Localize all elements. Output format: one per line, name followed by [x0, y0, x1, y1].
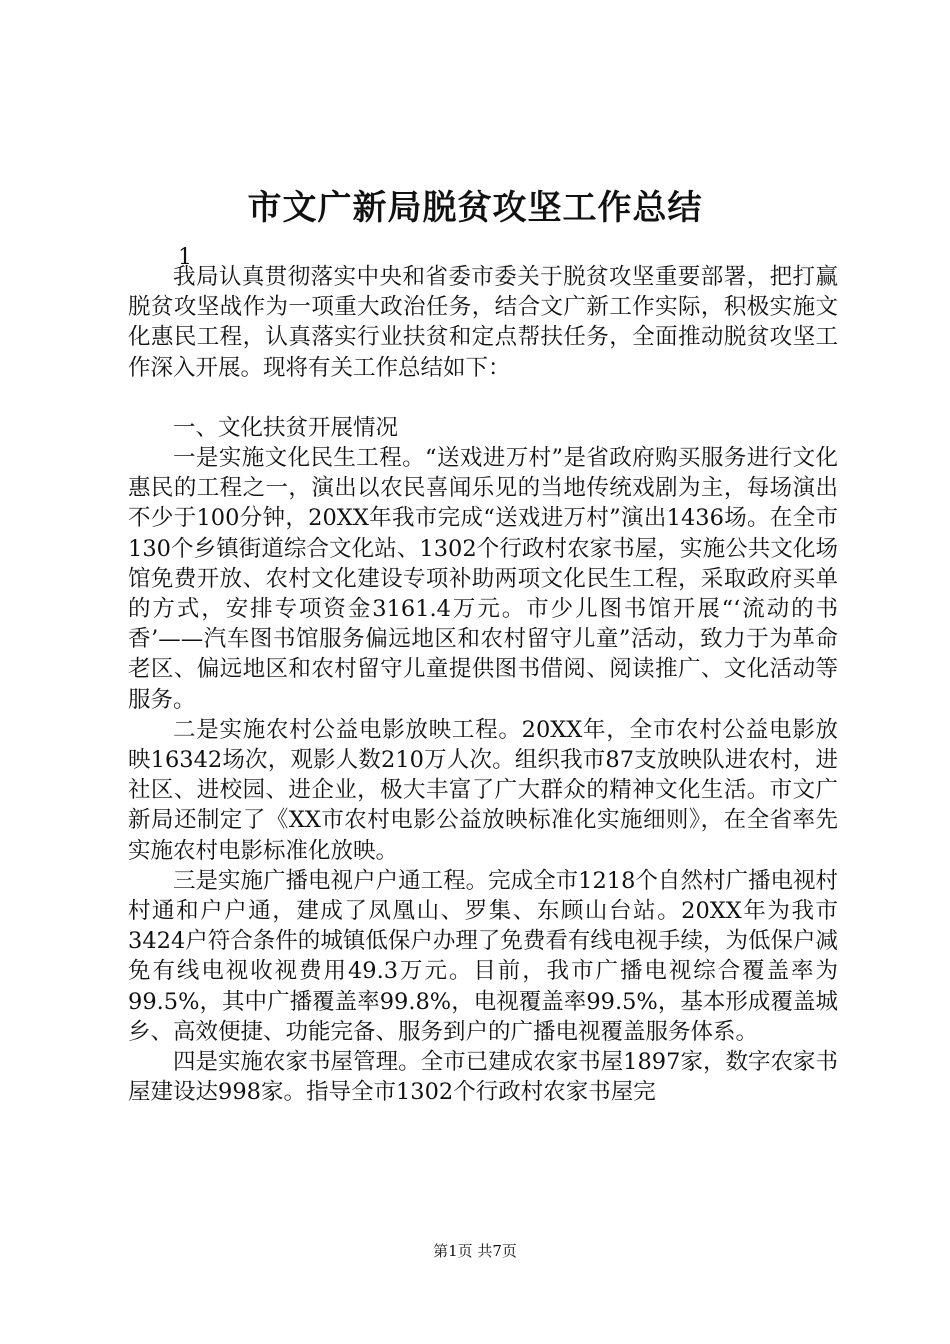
section-heading: 一、文化扶贫开展情况: [173, 414, 399, 441]
paragraph-culture-livelihood: 一是实施文化民生工程。“送戏进万村”是省政府购买服务进行文化惠民的工程之一，演出以农民喜闻乐见的当地传统戏剧为主，每场演出不少于100分钟，20XX年我市完成“送戏进万村”演出1436场。在全市130个乡镇街道综合文化站、1302个行政村农家书屋，实施公共文化场馆免费开放、农村文化建设专项补助两项文化民生工程，采取政府买单的方式，安排专项资金3161.4万元。市少儿图书馆开展“‘流动的书香’——汽车图书馆服务偏远地区和农村留守儿童”活动，致力于为革命老区、偏远地区和农村留守儿童提供图书借阅、阅读推广、文化活动等服务。: [128, 445, 838, 713]
paragraph-broadcast-coverage: 三是实施广播电视户户通工程。完成全市1218个自然村广播电视村村通和户户通，建成了凤凰山、罗集、东顾山台站。20XX年为我市3424户符合条件的城镇低保户办理了免费看有线电视手续，为低保户减免有线电视收视费用49.3万元。目前，我市广播电视综合覆盖率为99.5%，其中广播覆盖率99.8%，电视覆盖率99.5%，基本形成覆盖城乡、高效便捷、功能完备、服务到户的广播电视覆盖服务体系。: [128, 867, 838, 1045]
intro-paragraph: 我局认真贯彻落实中央和省委市委关于脱贫攻坚重要部署，把打赢脱贫攻坚战作为一项重大政治任务，结合文广新工作实际，积极实施文化惠民工程，认真落实行业扶贫和定点帮扶任务，全面推动脱贫攻坚工作深入开展。现将有关工作总结如下：: [128, 264, 838, 381]
paragraph-farm-bookstore: 四是实施农家书屋管理。全市已建成农家书屋1897家，数字农家书屋建设达998家。指导全市1302个行政村农家书屋完: [128, 1049, 838, 1106]
document-title: 市文广新局脱贫攻坚工作总结: [247, 188, 703, 228]
paragraph-rural-film: 二是实施农村公益电影放映工程。20XX年，全市农村公益电影放映16342场次，观影人数210万人次。组织我市87支放映队进农村，进社区、进校园、进企业，极大丰富了广大群众的精神文化生活。市文广新局还制定了《XX市农村电影公益放映标准化实施细则》，在全省率先实施农村电影标准化放映。: [128, 716, 838, 864]
section-number: 1: [178, 245, 192, 270]
document-body: [128, 262, 838, 1107]
page-footer: 第1页 共7页: [433, 1242, 517, 1260]
